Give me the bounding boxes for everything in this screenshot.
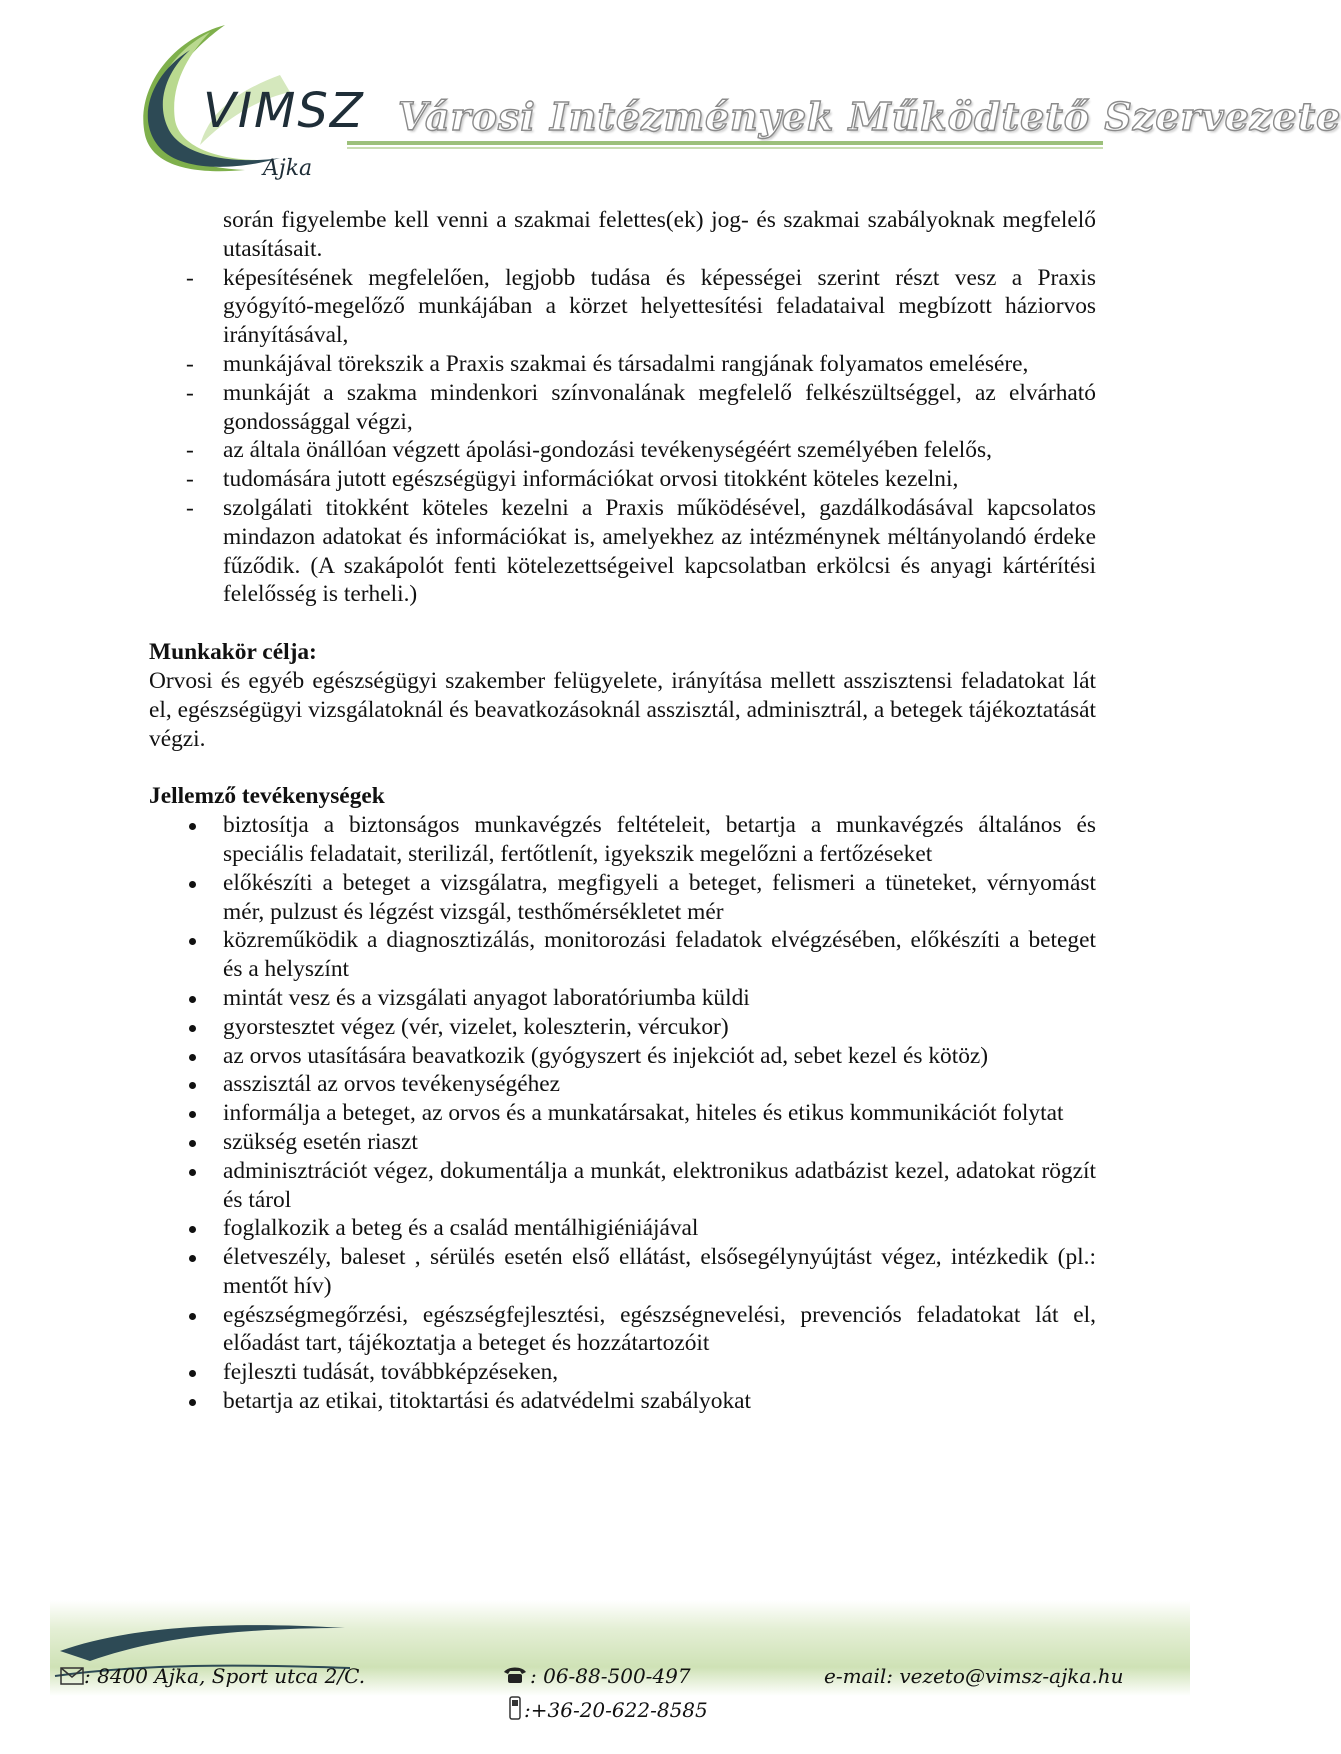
activity-item	[149, 1301, 1096, 1359]
activity-text: asszisztál az orvos tevékenységéhez	[223, 1071, 561, 1098]
section-goal-text: Orvosi és egyéb egészségügyi szakember felügyelete, irányítása mellett asszisztensi feladatokat lát el, egészségügyi vizsgálatoknál és beavatkozásoknál asszisztál, adminisztrál, a betegek tájékoztatását végzi.	[149, 667, 1096, 752]
section-title-activities: Jellemző tevékenységek	[149, 783, 385, 810]
activity-text: fejleszti tudását, továbbképzéseken,	[223, 1359, 559, 1386]
bullet-icon	[189, 1399, 196, 1406]
bullet-icon	[189, 1370, 196, 1377]
activity-text: informálja a beteget, az orvos és a munkatársakat, hiteles és etikus kommunikációt folytat	[223, 1100, 1064, 1127]
page-footer	[0, 1600, 1240, 1754]
bullet-icon	[189, 1255, 196, 1262]
activity-item	[149, 1128, 1096, 1157]
obligation-text: munkáját a szakma mindenkori színvonalának megfelelő felkészültséggel, az elvárható gondossággal végzi,	[223, 379, 1096, 435]
organization-title: Városi Intézmények Működtető Szervezete	[398, 94, 1341, 139]
obligation-text: az általa önállóan végzett ápolási-gondozási tevékenységéért személyében felelős,	[223, 437, 992, 464]
bullet-icon	[189, 938, 196, 945]
logo-subtext: Ajka	[263, 156, 313, 181]
obligation-item	[149, 350, 1096, 379]
activity-text: előkészíti a beteget a vizsgálatra, megfigyeli a beteget, felismeri a tüneteket, vérnyomást mér, pulzust és légzést vizsgál, testhőmérsékletet mér	[223, 869, 1096, 925]
activity-text: közreműködik a diagnosztizálás, monitorozási feladatok elvégzésében, előkészíti a beteget és a helyszínt	[223, 927, 1096, 983]
activity-item	[149, 1013, 1096, 1042]
activity-text: betartja az etikai, titoktartási és adatvédelmi szabályokat	[223, 1388, 752, 1415]
dash-marker: -	[186, 379, 194, 406]
obligation-item	[149, 264, 1096, 350]
header-rule	[347, 141, 1103, 145]
obligation-text: tudomására jutott egészségügyi információkat orvosi titokként köteles kezelni,	[223, 466, 959, 493]
activity-text: az orvos utasítására beavatkozik (gyógyszert és injekciót ad, sebet kezel és kötöz)	[223, 1042, 989, 1069]
obligation-item	[149, 379, 1096, 437]
envelope-icon	[60, 1667, 84, 1685]
obligation-item	[149, 465, 1096, 494]
activity-text: mintát vesz és a vizsgálati anyagot laboratóriumba küldi	[223, 984, 750, 1011]
footer-email[interactable]: e-mail: vezeto@vimsz-ajka.hu	[824, 1664, 1124, 1688]
bullet-icon	[189, 1313, 196, 1320]
activity-item	[149, 811, 1096, 869]
activity-text: biztosítja a biztonságos munkavégzés feltételeit, betartja a munkavégzés általános és speciális feladatait, sterilizál, fertőtlenít, igyekszik megelőzni a fertőzéseket	[223, 812, 1096, 867]
dash-marker: -	[186, 350, 194, 377]
bullet-icon	[189, 1082, 196, 1089]
activities-list	[149, 811, 1096, 1416]
bullet-icon	[189, 823, 196, 830]
activity-text: egészségmegőrzési, egészségfejlesztési, egészségnevelési, prevenciós feladatokat lát el, előadást tart, tájékoztatja a beteget és hozzátartozóit	[223, 1301, 1096, 1357]
section-title-goal: Munkakör célja:	[149, 639, 317, 666]
activity-item	[149, 1358, 1096, 1387]
bullet-icon	[189, 1111, 196, 1118]
activity-item	[149, 1214, 1096, 1243]
header-rule-secondary	[347, 147, 1103, 149]
document-body	[149, 206, 1096, 1416]
activity-text: foglalkozik a beteg és a család mentálhigiéniájával	[223, 1215, 699, 1242]
activity-item	[149, 984, 1096, 1013]
footer-address: : 8400 Ajka, Sport utca 2/C.	[84, 1664, 366, 1688]
bullet-icon	[189, 1226, 196, 1233]
activity-item	[149, 1387, 1096, 1416]
activity-text: gyorstesztet végez (vér, vizelet, koleszterin, vércukor)	[223, 1013, 729, 1040]
dash-marker: -	[186, 494, 194, 521]
activity-item	[149, 1243, 1096, 1301]
obligation-item	[149, 494, 1096, 609]
obligation-text: munkájával törekszik a Praxis szakmai és társadalmi rangjának folyamatos emelésére,	[223, 350, 1029, 377]
dash-marker: -	[186, 437, 194, 464]
activity-text: adminisztrációt végez, dokumentálja a munkát, elektronikus adatbázist kezel, adatokat rögzít és tárol	[223, 1157, 1096, 1213]
bullet-icon	[189, 996, 196, 1003]
dash-marker: -	[186, 264, 194, 291]
activity-item	[149, 1070, 1096, 1099]
obligation-item	[149, 436, 1096, 465]
obligation-text: képesítésének megfelelően, legjobb tudása és képességei szerint részt vesz a Praxis gyógyító-megelőző munkájában a körzet helyettesítési feladataival megbízott háziorvos irányításával,	[223, 264, 1096, 349]
bullet-icon	[189, 1169, 196, 1176]
activity-item	[149, 1042, 1096, 1071]
activity-item	[149, 926, 1096, 984]
mobile-phone-icon	[508, 1695, 522, 1721]
obligation-text: szolgálati titokként köteles kezelni a Praxis működésével, gazdálkodásával kapcsolatos mindazon adatokat és információkat is, amelyekhez az intézménynek méltányolandó érdeke fűződik. (A szakápolót fenti kötelezettségeivel kapcsolatban erkölcsi és anyagi kártérítési felelősség is terheli.)	[223, 494, 1096, 608]
activity-item	[149, 869, 1096, 927]
intro-continuation: során figyelembe kell venni a szakmai felettes(ek) jog- és szakmai szabályoknak megfelelő utasításait.	[223, 207, 1096, 262]
bullet-icon	[189, 881, 196, 888]
obligations-list	[149, 264, 1096, 610]
telephone-icon	[502, 1666, 528, 1684]
dash-marker: -	[186, 466, 194, 493]
activity-text: életveszély, baleset , sérülés esetén első ellátást, elsősegélynyújtást végez, intézkedik (pl.: mentőt hív)	[223, 1244, 1096, 1299]
bullet-icon	[189, 1025, 196, 1032]
footer-mobile: :+36-20-622-8585	[524, 1698, 708, 1722]
activity-item	[149, 1099, 1096, 1128]
activity-item	[149, 1157, 1096, 1215]
logo-text: VIMSZ	[203, 83, 365, 139]
bullet-icon	[189, 1054, 196, 1061]
footer-phone: : 06-88-500-497	[530, 1664, 691, 1688]
bullet-icon	[189, 1140, 196, 1147]
page-header	[0, 0, 1341, 215]
activity-text: szükség esetén riaszt	[223, 1128, 418, 1155]
